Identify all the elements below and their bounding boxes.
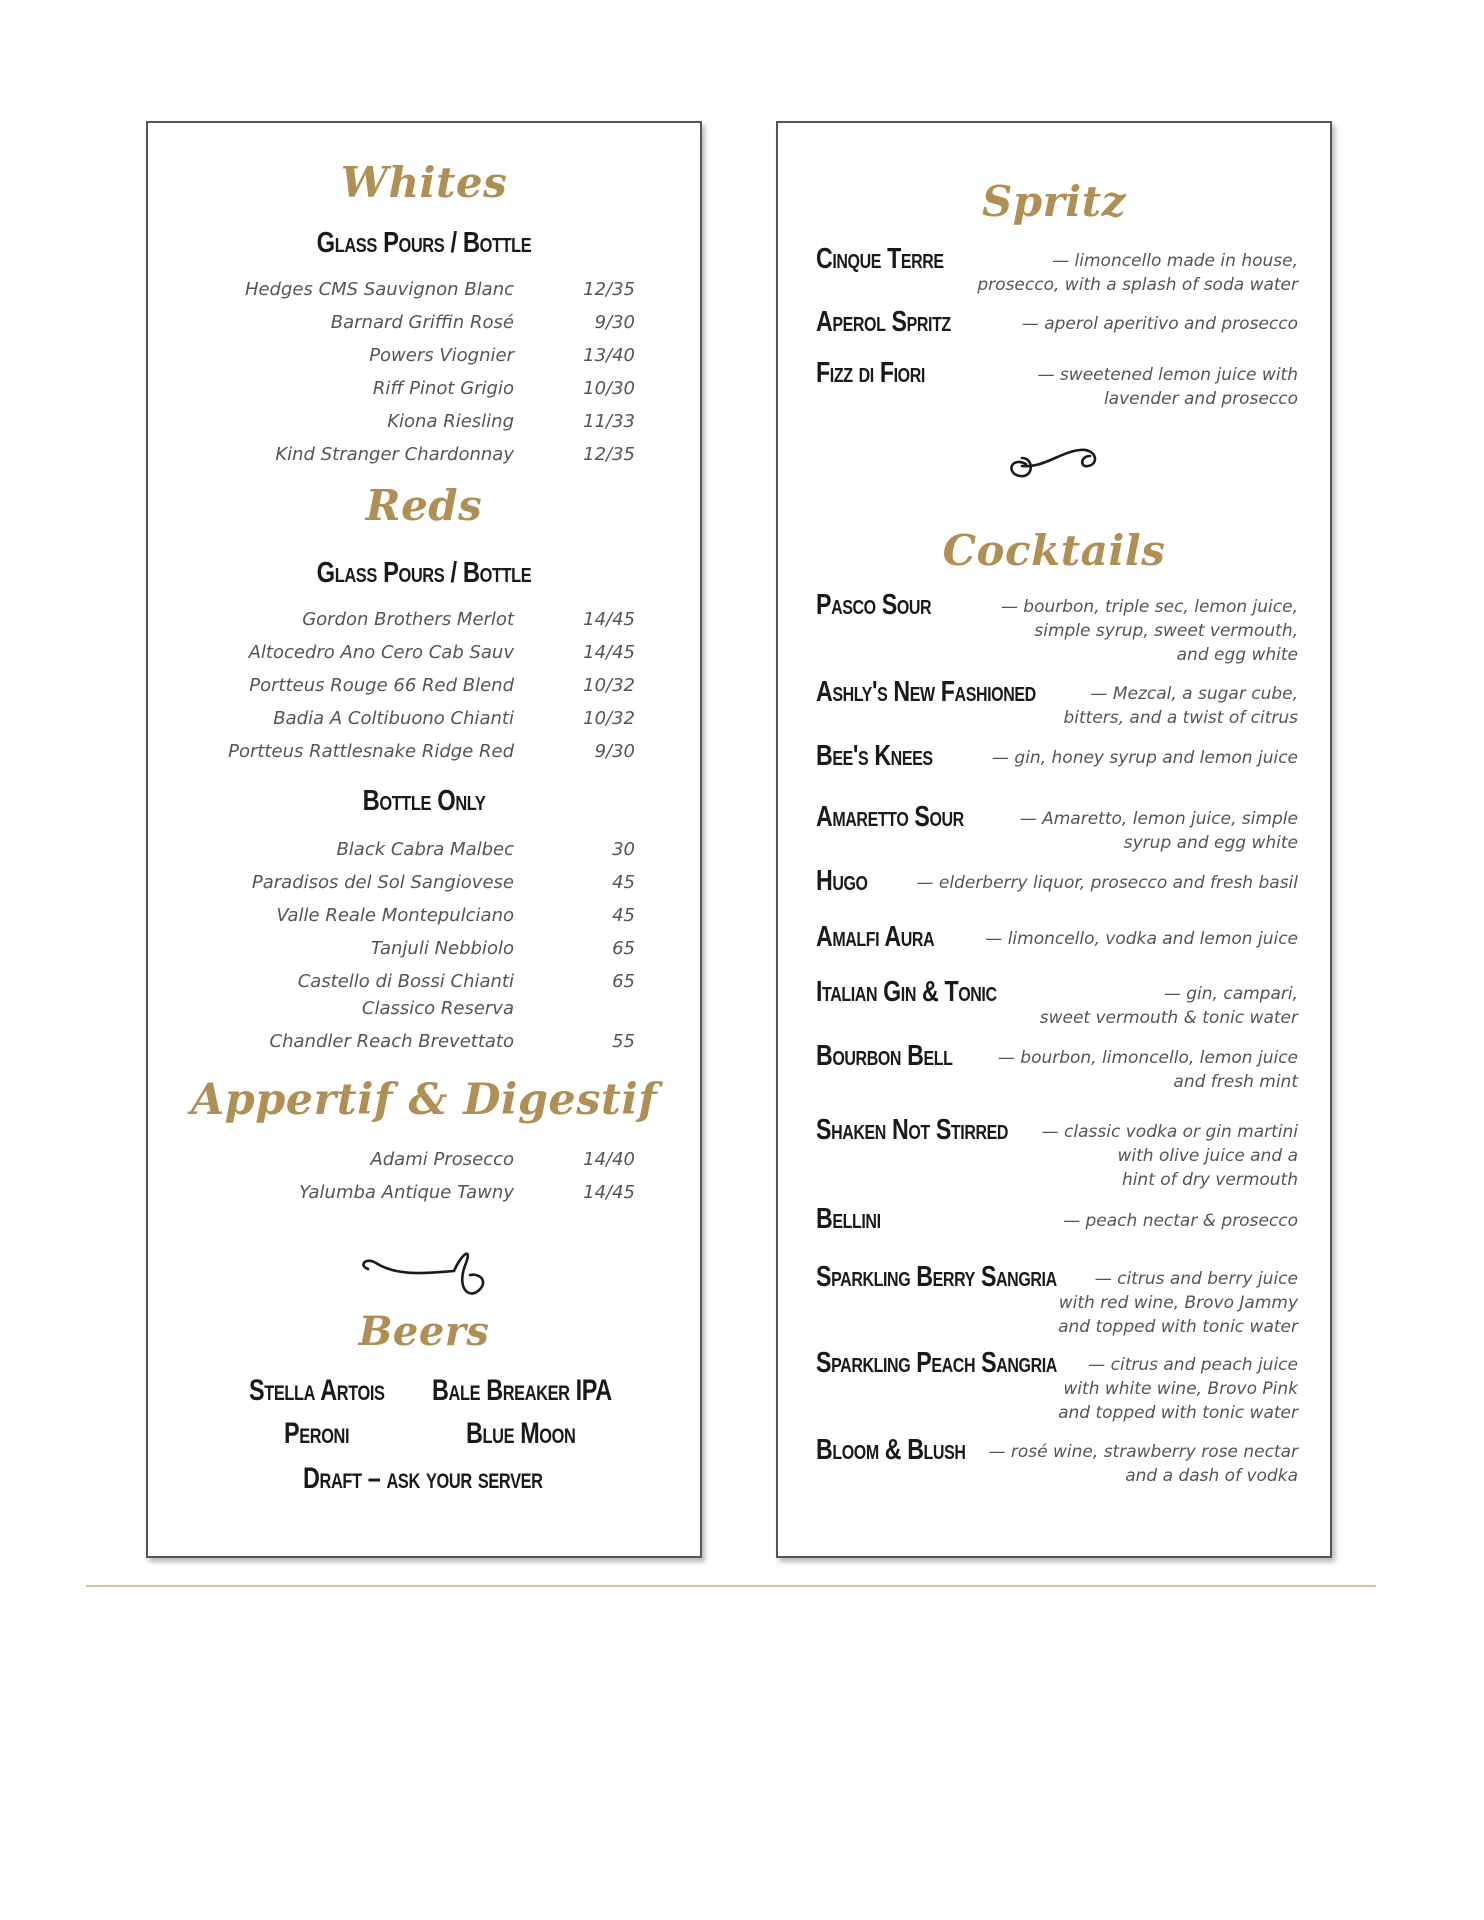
apperitif-title: Appertif & Digestif xyxy=(190,1075,658,1125)
drink-description: — aperol aperitivo and prosecco xyxy=(1021,314,1298,334)
beer-item: Blue Moon xyxy=(466,1417,576,1450)
wine-price: 45 xyxy=(612,872,635,893)
drink-description: — rosé wine, strawberry rose nectar and a dash of vodka xyxy=(988,1442,1298,1486)
wine-item xyxy=(148,672,704,705)
cocktails-title: Cocktails xyxy=(942,526,1166,575)
spritz-title: Spritz xyxy=(981,177,1127,226)
wine-name: Altocedro Ano Cero Cab Sauv xyxy=(248,642,514,663)
wine-price: 55 xyxy=(612,1031,635,1052)
drink-name: Sparkling Berry Sangria xyxy=(816,1261,1057,1293)
wine-name: Black Cabra Malbec xyxy=(336,839,514,860)
flourish-ornament xyxy=(1000,438,1110,488)
wine-price: 12/35 xyxy=(583,444,635,465)
drink-description: — bourbon, limoncello, lemon juice and fresh mint xyxy=(997,1048,1298,1092)
flourish-ornament xyxy=(358,1243,498,1303)
wine-price: 30 xyxy=(612,839,635,860)
drink-description: — citrus and peach juice with white wine, Brovo Pink and topped with tonic water xyxy=(1058,1355,1298,1423)
beer-row xyxy=(148,1374,700,1414)
beers-title: Beers xyxy=(358,1308,490,1355)
wine-name: Castello di Bossi Chianti Classico Reserva xyxy=(297,971,514,1019)
drink-name: Fizz di Fiori xyxy=(816,357,925,389)
drink-description: — citrus and berry juice with red wine, Brovo Jammy and topped with tonic water xyxy=(1058,1269,1298,1337)
wine-item xyxy=(148,606,704,639)
wine-menu-panel xyxy=(146,121,702,1558)
whites-title: Whites xyxy=(340,158,508,207)
wine-price: 45 xyxy=(612,905,635,926)
drink-name: Ashly's New Fashioned xyxy=(816,676,1036,708)
wine-name: Adami Prosecco xyxy=(370,1149,514,1170)
wine-price: 10/32 xyxy=(583,708,635,729)
bottle-only-list xyxy=(148,836,704,1061)
beer-row xyxy=(148,1417,700,1457)
wine-item xyxy=(148,902,704,935)
draft-note: Draft – ask your server xyxy=(303,1462,543,1495)
wine-name: Portteus Rattlesnake Ridge Red xyxy=(228,741,514,762)
wine-price: 9/30 xyxy=(594,741,635,762)
beer-item: Peroni xyxy=(284,1417,350,1450)
wine-name: Chandler Reach Brevettato xyxy=(269,1031,514,1052)
reds-title: Reds xyxy=(365,481,483,530)
wine-price: 14/45 xyxy=(583,1182,635,1203)
wine-item xyxy=(148,639,704,672)
beer-item: Stella Artois xyxy=(249,1374,385,1407)
drink-description: — gin, campari, sweet vermouth & tonic water xyxy=(1039,984,1298,1028)
apperitif-list xyxy=(148,1146,704,1212)
wine-price: 10/30 xyxy=(583,378,635,399)
drink-name: Amaretto Sour xyxy=(816,801,964,833)
wine-name: Kiona Riesling xyxy=(387,411,514,432)
wine-item xyxy=(148,1179,704,1212)
wine-price: 12/35 xyxy=(583,279,635,300)
wine-item xyxy=(148,1028,704,1061)
drink-name: Shaken Not Stirred xyxy=(816,1114,1009,1146)
wine-name: Portteus Rouge 66 Red Blend xyxy=(249,675,514,696)
wine-name: Badia A Coltibuono Chianti xyxy=(273,708,514,729)
wine-item xyxy=(148,342,704,375)
wine-price: 10/32 xyxy=(583,675,635,696)
drink-description: — bourbon, triple sec, lemon juice, simple syrup, sweet vermouth, and egg white xyxy=(1000,597,1298,665)
wine-price: 11/33 xyxy=(583,411,635,432)
wine-item xyxy=(148,441,704,474)
drink-description: — limoncello made in house, prosecco, with a splash of soda water xyxy=(977,251,1298,295)
wine-price: 14/45 xyxy=(583,642,635,663)
drink-name: Pasco Sour xyxy=(816,589,932,621)
wine-price: 13/40 xyxy=(583,345,635,366)
bottle-only-subhead: Bottle Only xyxy=(362,785,486,817)
wine-item xyxy=(148,738,704,771)
wine-price: 65 xyxy=(612,971,635,992)
wine-item xyxy=(148,705,704,738)
drink-name: Bourbon Bell xyxy=(816,1040,953,1072)
drink-description: — limoncello, vodka and lemon juice xyxy=(985,929,1298,949)
drink-description: — Amaretto, lemon juice, simple syrup and egg white xyxy=(1019,809,1298,853)
wine-name: Tanjuli Nebbiolo xyxy=(370,938,514,959)
drink-description: — peach nectar & prosecco xyxy=(1063,1211,1298,1231)
drink-description: — sweetened lemon juice with lavender and prosecco xyxy=(1037,365,1298,409)
wine-item xyxy=(148,968,704,1028)
wine-item xyxy=(148,1146,704,1179)
wine-name: Valle Reale Montepulciano xyxy=(276,905,514,926)
wine-price: 14/45 xyxy=(583,609,635,630)
wine-price: 9/30 xyxy=(594,312,635,333)
wine-name: Hedges CMS Sauvignon Blanc xyxy=(244,279,514,300)
wine-name: Paradisos del Sol Sangiovese xyxy=(251,872,514,893)
drink-description: — Mezcal, a sugar cube, bitters, and a twist of citrus xyxy=(1063,684,1298,728)
wine-name: Yalumba Antique Tawny xyxy=(299,1182,514,1203)
drink-description: — gin, honey syrup and lemon juice xyxy=(992,748,1298,768)
wine-item xyxy=(148,836,704,869)
wine-price: 14/40 xyxy=(583,1149,635,1170)
wine-name: Kind Stranger Chardonnay xyxy=(275,444,514,465)
wine-name: Barnard Griffin Rosé xyxy=(330,312,514,333)
wine-item xyxy=(148,309,704,342)
drink-name: Bloom & Blush xyxy=(816,1434,966,1466)
footer-divider xyxy=(86,1585,1376,1587)
wine-item xyxy=(148,869,704,902)
drink-name: Amalfi Aura xyxy=(816,921,935,953)
drink-name: Cinque Terre xyxy=(816,243,944,275)
wine-item xyxy=(148,375,704,408)
wine-item xyxy=(148,276,704,309)
drink-description: — elderberry liquor, prosecco and fresh basil xyxy=(916,873,1298,893)
drink-name: Italian Gin & Tonic xyxy=(816,976,997,1008)
drink-name: Sparkling Peach Sangria xyxy=(816,1347,1057,1379)
drink-name: Aperol Spritz xyxy=(816,306,951,338)
beer-item: Bale Breaker IPA xyxy=(432,1374,612,1407)
drink-description: — classic vodka or gin martini with olive juice and a hint of dry vermouth xyxy=(1041,1122,1298,1190)
reds-subhead: Glass Pours / Bottle xyxy=(316,557,532,589)
wine-name: Riff Pinot Grigio xyxy=(372,378,514,399)
wine-name: Powers Viognier xyxy=(369,345,514,366)
drink-name: Bee's Knees xyxy=(816,740,933,772)
wine-item xyxy=(148,408,704,441)
whites-subhead: Glass Pours / Bottle xyxy=(316,227,532,259)
wine-name: Gordon Brothers Merlot xyxy=(302,609,514,630)
beer-row xyxy=(148,1462,700,1502)
reds-list xyxy=(148,606,704,771)
wine-item xyxy=(148,935,704,968)
cocktail-menu-panel xyxy=(776,121,1332,1558)
drink-name: Hugo xyxy=(816,865,868,897)
wine-price: 65 xyxy=(612,938,635,959)
drink-name: Bellini xyxy=(816,1203,881,1235)
whites-list xyxy=(148,276,704,474)
